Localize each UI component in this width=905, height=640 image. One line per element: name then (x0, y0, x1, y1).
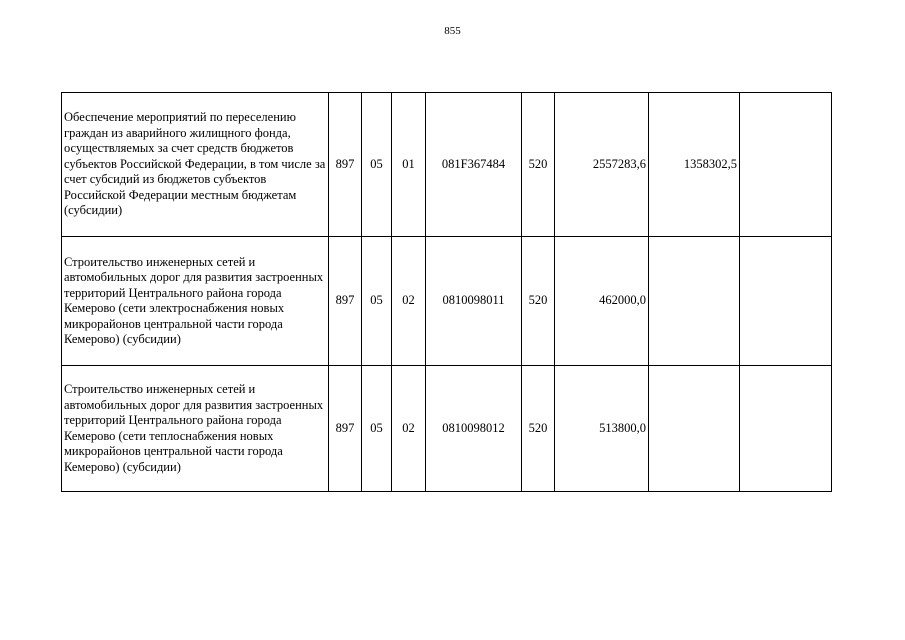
amount-year-2: 1358302,5 (649, 93, 740, 237)
row-name: Строительство инженерных сетей и автомобильных дорог для развития застроенных территорий Центрального района города Кемерово (сети электроснабжения новых микрорайонов центральной части города Кемерово) (субсидии) (62, 237, 329, 366)
row-name: Строительство инженерных сетей и автомобильных дорог для развития застроенных территорий Центрального района города Кемерово (сети теплоснабжения новых микрорайонов центральной части города Кемерово) (субсидии) (62, 366, 329, 492)
amount-year-1: 2557283,6 (555, 93, 649, 237)
subsection-code: 02 (392, 366, 426, 492)
budget-table (61, 92, 832, 492)
amount-year-1: 513800,0 (555, 366, 649, 492)
ministry-code: 897 (329, 93, 362, 237)
amount-year-3 (740, 237, 832, 366)
expense-type-code: 520 (522, 366, 555, 492)
page-number: 855 (444, 25, 461, 37)
row-name: Обеспечение мероприятий по переселению граждан из аварийного жилищного фонда, осуществляемых за счет средств бюджетов субъектов Российской Федерации, в том числе за счет субсидий из бюджетов субъектов Российской Федерации местным бюджетам (субсидии) (62, 93, 329, 237)
table-row (62, 366, 832, 492)
amount-year-3 (740, 366, 832, 492)
subsection-code: 01 (392, 93, 426, 237)
section-code: 05 (362, 237, 392, 366)
target-article-code: 0810098011 (426, 237, 522, 366)
amount-year-2 (649, 366, 740, 492)
table-row (62, 237, 832, 366)
amount-year-2 (649, 237, 740, 366)
amount-year-3 (740, 93, 832, 237)
target-article-code: 081F367484 (426, 93, 522, 237)
amount-year-1: 462000,0 (555, 237, 649, 366)
subsection-code: 02 (392, 237, 426, 366)
expense-type-code: 520 (522, 93, 555, 237)
ministry-code: 897 (329, 366, 362, 492)
table-row (62, 93, 832, 237)
section-code: 05 (362, 366, 392, 492)
ministry-code: 897 (329, 237, 362, 366)
section-code: 05 (362, 93, 392, 237)
expense-type-code: 520 (522, 237, 555, 366)
target-article-code: 0810098012 (426, 366, 522, 492)
